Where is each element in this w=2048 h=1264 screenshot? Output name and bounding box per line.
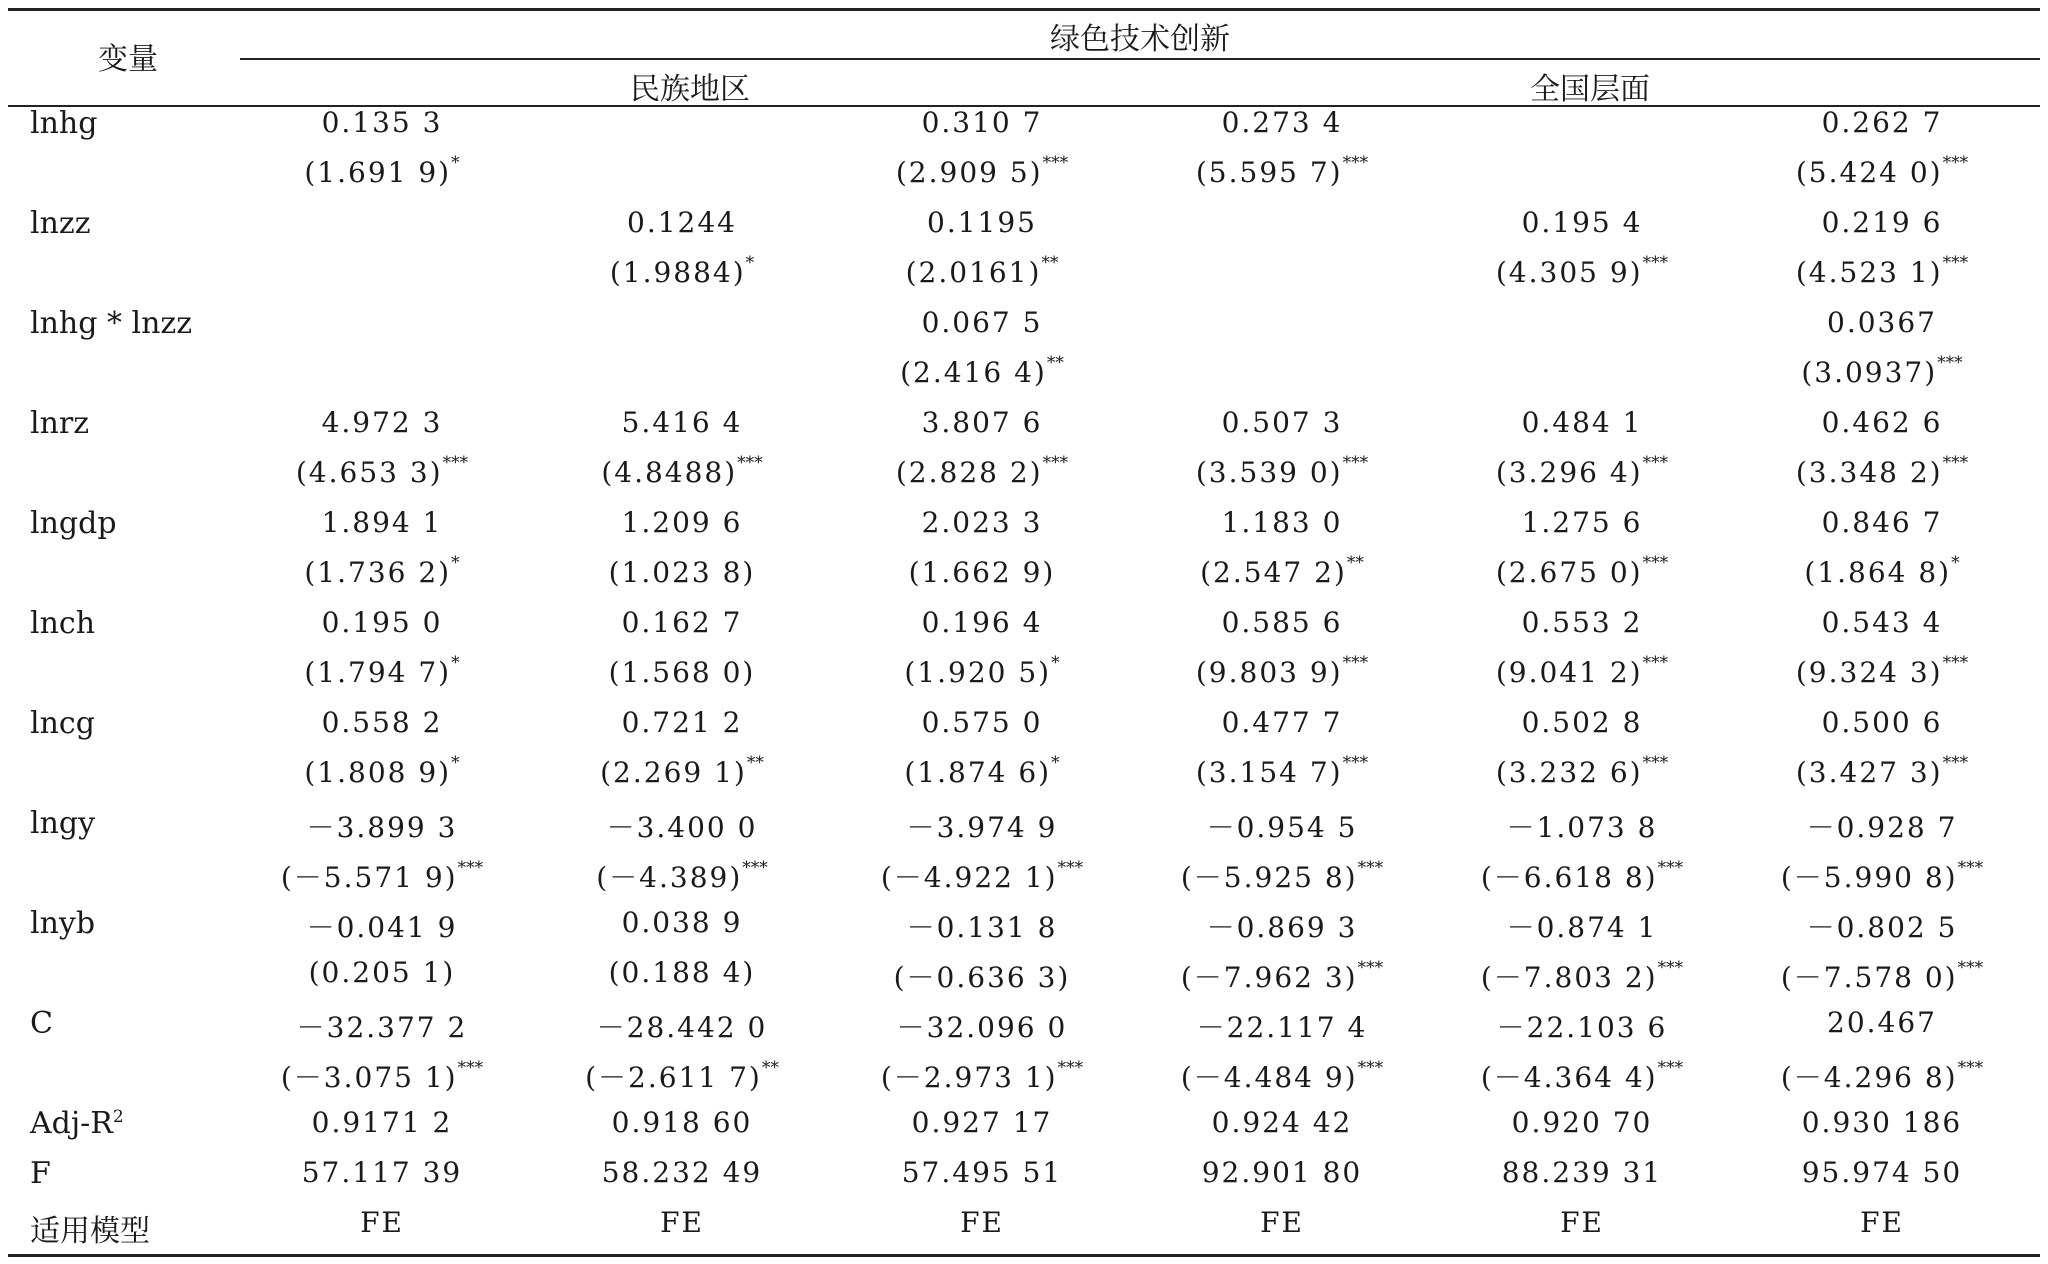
row-label-lnch: lnch: [30, 606, 96, 641]
table-cell: 0.543 4: [1821, 606, 1943, 639]
group-underline-rule: [240, 58, 2040, 60]
row-label-: 适用模型: [30, 1214, 150, 1249]
table-cell: －3.400 0: [606, 811, 758, 844]
table-cell: (4.8488)***: [601, 452, 763, 489]
table-cell: 0.135 3: [321, 106, 443, 139]
table-cell: －1.073 8: [1506, 811, 1658, 844]
table-cell: 95.974 50: [1801, 1156, 1963, 1189]
table-cell: －0.928 7: [1806, 811, 1958, 844]
table-cell: (2.547 2)**: [1200, 552, 1364, 589]
table-cell: (5.595 7)***: [1195, 152, 1369, 189]
table-cell: (0.188 4): [608, 956, 756, 989]
table-cell: (－2.611 7)**: [585, 1057, 779, 1094]
table-cell: 0.721 2: [621, 706, 743, 739]
table-cell: 92.901 80: [1201, 1156, 1363, 1189]
table-cell: (－4.484 9)***: [1180, 1057, 1384, 1094]
table-cell: (4.653 3)***: [295, 452, 469, 489]
table-cell: (－5.990 8)***: [1780, 857, 1984, 894]
table-cell: 0.500 6: [1821, 706, 1943, 739]
table-cell: 1.894 1: [321, 506, 443, 539]
table-cell: 5.416 4: [621, 406, 743, 439]
table-cell: 1.183 0: [1221, 506, 1343, 539]
table-cell: (－5.925 8)***: [1180, 857, 1384, 894]
table-cell: 0.273 4: [1221, 106, 1343, 139]
table-cell: (－7.578 0)***: [1780, 957, 1984, 994]
table-cell: 0.927 17: [911, 1106, 1053, 1139]
table-cell: 4.972 3: [321, 406, 443, 439]
table-cell: 0.038 9: [621, 906, 743, 939]
table-cell: －0.874 1: [1506, 911, 1658, 944]
table-cell: (1.864 8)*: [1804, 552, 1960, 589]
table-cell: (2.909 5)***: [895, 152, 1069, 189]
table-cell: (－6.618 8)***: [1480, 857, 1684, 894]
table-cell: (1.808 9)*: [304, 752, 460, 789]
table-cell: 0.553 2: [1521, 606, 1643, 639]
table-cell: －3.899 3: [306, 811, 458, 844]
table-cell: 0.558 2: [321, 706, 443, 739]
group-header-green-innovation: 绿色技术创新: [1050, 22, 1230, 57]
table-cell: (3.296 4)***: [1495, 452, 1669, 489]
table-cell: (2.269 1)**: [600, 752, 764, 789]
table-cell: －3.974 9: [906, 811, 1058, 844]
table-cell: (－3.075 1)***: [280, 1057, 484, 1094]
table-cell: 58.232 49: [601, 1156, 763, 1189]
table-cell: FE: [360, 1206, 404, 1239]
subgroup-header-national-level: 全国层面: [1530, 72, 1650, 107]
table-cell: FE: [1860, 1206, 1904, 1239]
table-cell: 0.1195: [927, 206, 1037, 239]
row-label-lnhg-lnzz: lnhg * lnzz: [30, 306, 193, 341]
table-bottom-rule: [8, 1254, 2040, 1257]
table-cell: 0.484 1: [1521, 406, 1643, 439]
table-cell: 0.262 7: [1821, 106, 1943, 139]
table-cell: －22.117 4: [1196, 1011, 1368, 1044]
table-cell: 0.507 3: [1221, 406, 1343, 439]
table-cell: 0.502 8: [1521, 706, 1643, 739]
table-cell: 0.930 186: [1801, 1106, 1963, 1139]
row-label-f: F: [30, 1156, 51, 1191]
row-label-lncg: lncg: [30, 706, 95, 741]
table-cell: －0.041 9: [306, 911, 458, 944]
table-cell: (1.874 6)*: [904, 752, 1060, 789]
table-cell: FE: [660, 1206, 704, 1239]
table-cell: (－4.389)***: [596, 857, 768, 894]
table-cell: FE: [1260, 1206, 1304, 1239]
table-cell: (1.794 7)*: [304, 652, 460, 689]
table-cell: 0.196 4: [921, 606, 1043, 639]
table-cell: 0.162 7: [621, 606, 743, 639]
table-cell: (9.041 2)***: [1495, 652, 1669, 689]
table-cell: (2.0161)**: [905, 252, 1059, 289]
table-cell: 2.023 3: [921, 506, 1043, 539]
table-cell: (－7.803 2)***: [1480, 957, 1684, 994]
table-cell: 57.117 39: [301, 1156, 463, 1189]
row-label-c: C: [30, 1006, 53, 1041]
table-cell: (3.427 3)***: [1795, 752, 1969, 789]
table-cell: 0.585 6: [1221, 606, 1343, 639]
table-cell: 0.195 0: [321, 606, 443, 639]
subgroup-header-ethnic-regions: 民族地区: [630, 72, 750, 107]
table-cell: －28.442 0: [596, 1011, 768, 1044]
table-cell: 0.219 6: [1821, 206, 1943, 239]
table-cell: 0.310 7: [921, 106, 1043, 139]
table-cell: (3.0937)***: [1801, 352, 1963, 389]
table-cell: (9.324 3)***: [1795, 652, 1969, 689]
table-cell: (－4.922 1)***: [880, 857, 1084, 894]
table-cell: (1.9884)*: [609, 252, 755, 289]
table-cell: (3.539 0)***: [1195, 452, 1369, 489]
table-cell: (2.675 0)***: [1495, 552, 1669, 589]
table-cell: (－5.571 9)***: [280, 857, 484, 894]
table-cell: (－0.636 3): [893, 961, 1071, 994]
table-cell: (4.305 9)***: [1495, 252, 1669, 289]
table-cell: (0.205 1): [308, 956, 456, 989]
table-cell: (－4.296 8)***: [1780, 1057, 1984, 1094]
table-cell: (1.023 8): [608, 556, 756, 589]
table-cell: 57.495 51: [901, 1156, 1063, 1189]
table-cell: 0.918 60: [611, 1106, 753, 1139]
table-cell: (5.424 0)***: [1795, 152, 1969, 189]
table-cell: 0.462 6: [1821, 406, 1943, 439]
table-cell: －0.131 8: [906, 911, 1058, 944]
table-cell: (1.691 9)*: [304, 152, 460, 189]
table-cell: 88.239 31: [1501, 1156, 1663, 1189]
table-cell: (1.920 5)*: [904, 652, 1060, 689]
table-cell: (9.803 9)***: [1195, 652, 1369, 689]
table-cell: 20.467: [1827, 1006, 1937, 1039]
table-cell: (－2.973 1)***: [880, 1057, 1084, 1094]
table-cell: FE: [1560, 1206, 1604, 1239]
row-label-lnrz: lnrz: [30, 406, 90, 441]
table-cell: (4.523 1)***: [1795, 252, 1969, 289]
table-cell: 1.209 6: [621, 506, 743, 539]
variable-column-header: 变量: [98, 42, 158, 77]
table-cell: (1.662 9): [908, 556, 1056, 589]
table-cell: －0.954 5: [1206, 811, 1358, 844]
table-cell: (2.416 4)**: [900, 352, 1064, 389]
table-cell: －32.096 0: [896, 1011, 1068, 1044]
row-label-lnyb: lnyb: [30, 906, 96, 941]
table-cell: 0.9171 2: [311, 1106, 453, 1139]
row-label-lngdp: lngdp: [30, 506, 117, 541]
table-cell: (1.736 2)*: [304, 552, 460, 589]
table-cell: (3.348 2)***: [1795, 452, 1969, 489]
table-cell: 0.067 5: [921, 306, 1043, 339]
table-cell: －0.869 3: [1206, 911, 1358, 944]
table-cell: 0.195 4: [1521, 206, 1643, 239]
table-cell: 0.477 7: [1221, 706, 1343, 739]
table-cell: 0.1244: [627, 206, 737, 239]
table-cell: －22.103 6: [1496, 1011, 1668, 1044]
row-label-lngy: lngy: [30, 806, 96, 841]
table-cell: －32.377 2: [296, 1011, 468, 1044]
table-top-rule: [8, 8, 2040, 11]
table-cell: (－4.364 4)***: [1480, 1057, 1684, 1094]
table-cell: 3.807 6: [921, 406, 1043, 439]
table-cell: －0.802 5: [1806, 911, 1958, 944]
table-cell: 0.846 7: [1821, 506, 1943, 539]
table-cell: (1.568 0): [608, 656, 756, 689]
row-label-adj-r2: Adj-$R^2$: [30, 1106, 124, 1141]
table-cell: 0.0367: [1827, 306, 1937, 339]
table-cell: 1.275 6: [1521, 506, 1643, 539]
table-cell: 0.920 70: [1511, 1106, 1653, 1139]
table-cell: 0.575 0: [921, 706, 1043, 739]
row-label-lnhg: lnhg: [30, 106, 98, 141]
row-label-lnzz: lnzz: [30, 206, 91, 241]
table-cell: (2.828 2)***: [895, 452, 1069, 489]
table-cell: (－7.962 3)***: [1180, 957, 1384, 994]
table-cell: 0.924 42: [1211, 1106, 1353, 1139]
table-cell: FE: [960, 1206, 1004, 1239]
table-cell: (3.232 6)***: [1495, 752, 1669, 789]
table-cell: (3.154 7)***: [1195, 752, 1369, 789]
